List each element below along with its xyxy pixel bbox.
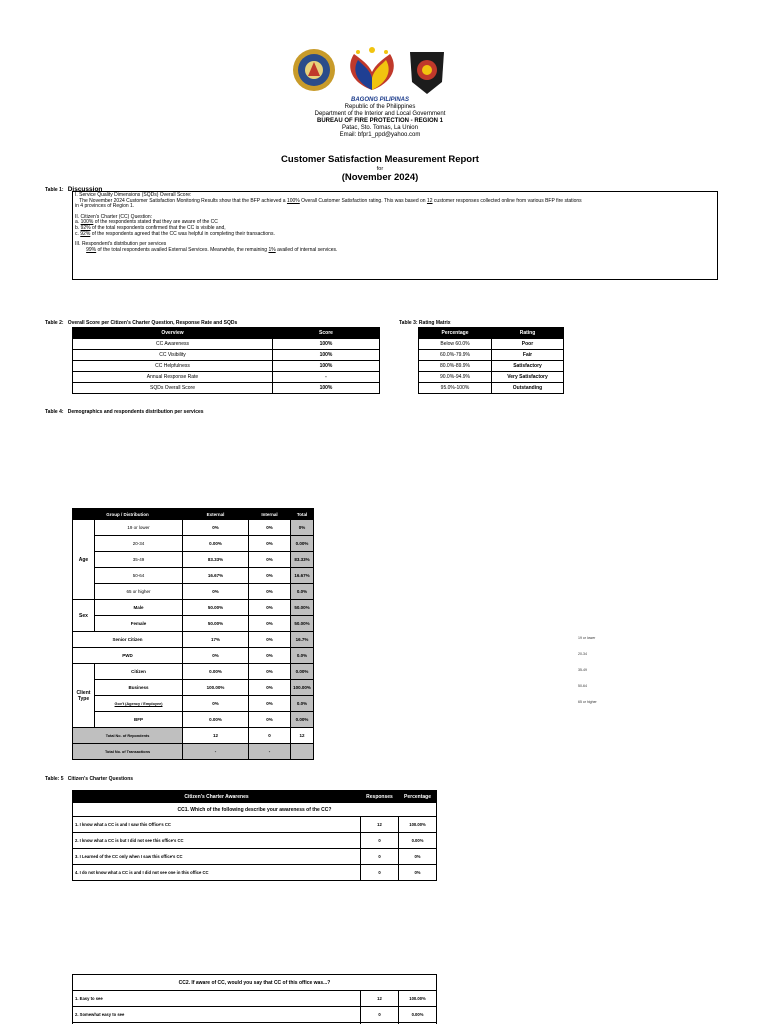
table-cell: Male bbox=[95, 600, 183, 616]
table-cell: 17% bbox=[183, 632, 249, 648]
table2-label: Table 2: Overall Score per Citizen's Charter Question, Response Rate and SQDs bbox=[45, 320, 238, 326]
table4-label: Table 4: Demographics and respondents distribution per services bbox=[45, 409, 204, 415]
column-header: Citizen's Charter Awarenes bbox=[73, 791, 361, 803]
table-cell: 12 bbox=[361, 817, 399, 833]
bfp-region-badge-logo bbox=[410, 52, 444, 94]
table-cell: CC Visibility bbox=[73, 350, 273, 361]
table-row bbox=[73, 817, 437, 833]
table-cell: Female bbox=[95, 616, 183, 632]
table-cell: 16.67% bbox=[291, 568, 314, 584]
report-for: for bbox=[376, 166, 384, 172]
table1-heading: Discussion bbox=[67, 186, 103, 193]
table-cell: 16.7% bbox=[291, 632, 314, 648]
table-cell: 0.0% bbox=[291, 648, 314, 664]
table-row bbox=[73, 536, 314, 552]
table-cell: 83.33% bbox=[183, 552, 249, 568]
table-row bbox=[73, 648, 314, 664]
table-cell: 0 bbox=[361, 1007, 399, 1023]
table-cell: 50.00% bbox=[183, 600, 249, 616]
table-header-row bbox=[73, 328, 380, 339]
table-cell: 0% bbox=[249, 536, 291, 552]
table-cell: 4. I do not know what a CC is and I did not see one in this office CC bbox=[73, 865, 361, 881]
agency-logos bbox=[292, 42, 452, 98]
discussion-line: c. 92% of the respondents agreed that the CC was helpful in completing their transactions. bbox=[75, 230, 275, 237]
table-cell: BFP bbox=[95, 712, 183, 728]
table-cell: 19 or lower bbox=[95, 520, 183, 536]
table-row bbox=[73, 712, 314, 728]
bagong-pilipinas-logo bbox=[350, 47, 394, 90]
table-cell: 0.00% bbox=[291, 664, 314, 680]
side-label: 35-49 bbox=[578, 668, 587, 672]
table-cell: 0% bbox=[249, 616, 291, 632]
table-cell: 0% bbox=[249, 584, 291, 600]
table-cell: 0% bbox=[183, 648, 249, 664]
table-cell: 0% bbox=[399, 849, 437, 865]
table-cell: 0% bbox=[183, 584, 249, 600]
table-cell: 0% bbox=[249, 568, 291, 584]
table-cell: 12 bbox=[291, 728, 314, 744]
report-title: Customer Satisfaction Measurement Report bbox=[281, 154, 479, 165]
table-cell: 12 bbox=[183, 728, 249, 744]
table-row bbox=[73, 361, 380, 372]
table-cell: 16.67% bbox=[183, 568, 249, 584]
table-cell: - bbox=[249, 744, 291, 760]
discussion-line: II. Citizen's Charter (CC) Question: bbox=[75, 213, 153, 220]
table-cell: 0% bbox=[183, 520, 249, 536]
table-cell: Business bbox=[95, 680, 183, 696]
table-cell: 50.00% bbox=[183, 616, 249, 632]
table-cell: Satisfactory bbox=[492, 361, 564, 372]
table-cell: - bbox=[183, 744, 249, 760]
table-cell bbox=[291, 744, 314, 760]
table-cell: 50.00% bbox=[291, 600, 314, 616]
sqd-score-value: 100% bbox=[286, 197, 300, 204]
table-cell: 100% bbox=[273, 383, 380, 394]
table-cell: SQDs Overall Score bbox=[73, 383, 273, 394]
table-cell: 60.0%-79.9% bbox=[419, 350, 492, 361]
table-cell: 2. I know what a CC is but I did not see this office's CC bbox=[73, 833, 361, 849]
table-cell: 0% bbox=[249, 632, 291, 648]
table-cell: Total No. of Repondents bbox=[73, 728, 183, 744]
table-row bbox=[73, 339, 380, 350]
table-header-row bbox=[73, 791, 437, 803]
table-cell: 100.00% bbox=[183, 680, 249, 696]
table-cell: 0.00% bbox=[183, 536, 249, 552]
table-row bbox=[73, 833, 437, 849]
table-cell: 0% bbox=[249, 696, 291, 712]
table-row bbox=[73, 372, 380, 383]
table-cell: 0.00% bbox=[399, 833, 437, 849]
discussion-line: b. 92% of the total respondents confirmed that the CC is visible and, bbox=[75, 224, 226, 231]
table-row bbox=[73, 520, 314, 536]
table-cell: 90.0%-94.9% bbox=[419, 372, 492, 383]
column-header: Internal bbox=[249, 509, 291, 520]
table-row bbox=[73, 744, 314, 760]
table-cell: 65 or higher bbox=[95, 584, 183, 600]
table-cell: 0.00% bbox=[291, 536, 314, 552]
table-cell: Below 60.0% bbox=[419, 339, 492, 350]
question-row bbox=[73, 803, 437, 817]
table-cell: Gov't (Agency / Employee) bbox=[95, 696, 183, 712]
table-cell: 12 bbox=[361, 991, 399, 1007]
table-cell: Citizen bbox=[95, 664, 183, 680]
table-cell: 0.00% bbox=[183, 712, 249, 728]
table-cell: Total No. of Transactions bbox=[73, 744, 183, 760]
bagong-pilipinas-text: BAGONG PILIPINAS bbox=[350, 97, 409, 103]
table-cell: 50-64 bbox=[95, 568, 183, 584]
rating-matrix-table bbox=[418, 327, 564, 394]
table-cell: 1. Easy to see bbox=[73, 991, 361, 1007]
agency-header bbox=[250, 97, 510, 139]
table-cell: 0.00% bbox=[399, 1007, 437, 1023]
column-header: Responses bbox=[361, 791, 399, 803]
side-label: 19 or lower bbox=[578, 636, 596, 640]
table-cell: 0 bbox=[249, 728, 291, 744]
table-row bbox=[73, 600, 314, 616]
column-header: External bbox=[183, 509, 249, 520]
table-cell: 0 bbox=[361, 833, 399, 849]
row-group-label: Sex bbox=[73, 600, 95, 632]
republic-text: Republic of the Philippines bbox=[344, 104, 416, 110]
column-header: Total bbox=[291, 509, 314, 520]
side-label: 20-34 bbox=[578, 652, 587, 656]
question-row bbox=[73, 975, 437, 991]
table-row bbox=[419, 339, 564, 350]
table-cell: 0 bbox=[361, 865, 399, 881]
table-row bbox=[73, 728, 314, 744]
table-row bbox=[73, 865, 437, 881]
discussion-line: The November 2024 Customer Satisfaction Monitoring Results show that the BFP achieved a 100% Overall Customer Satisfaction rating. This was based on 12 customer responses collected online from various BFP fire stations bbox=[79, 197, 582, 204]
bureau-text: BUREAU OF FIRE PROTECTION - REGION 1 bbox=[316, 118, 443, 124]
table-row bbox=[73, 383, 380, 394]
side-label: 50-64 bbox=[578, 684, 587, 688]
table-row bbox=[73, 568, 314, 584]
table-cell: 1. I know what a CC is and I saw this Office's CC bbox=[73, 817, 361, 833]
table-row bbox=[419, 361, 564, 372]
table-cell: 80.0%-89.9% bbox=[419, 361, 492, 372]
table-header-row bbox=[419, 328, 564, 339]
table-cell: 0% bbox=[249, 552, 291, 568]
discussion-line: I. Service Quality Dimensions (SQDs) Overall Score: bbox=[75, 192, 192, 198]
discussion-line: in 4 provinces of Region 1. bbox=[75, 203, 135, 210]
table-row bbox=[73, 350, 380, 361]
table-cell: 100% bbox=[273, 339, 380, 350]
table-cell: 0% bbox=[249, 600, 291, 616]
table-cell: 50.00% bbox=[291, 616, 314, 632]
table-row bbox=[73, 664, 314, 680]
table-cell: 100.00% bbox=[399, 817, 437, 833]
table-cell: 2. Somewhat easy to see bbox=[73, 1007, 361, 1023]
table-cell: 20-34 bbox=[95, 536, 183, 552]
table-cell: 0% bbox=[249, 712, 291, 728]
discussion-box bbox=[72, 191, 718, 280]
row-group-label: Age bbox=[73, 520, 95, 600]
table-cell: 100.00% bbox=[399, 991, 437, 1007]
column-header: Group / Distribution bbox=[73, 509, 183, 520]
table-cell: Senior Citizen bbox=[73, 632, 183, 648]
table-cell: Outstanding bbox=[492, 383, 564, 394]
table-cell: 0.00% bbox=[183, 664, 249, 680]
cc-visibility-table bbox=[72, 974, 437, 1024]
table-cell: CC Helpfulness bbox=[73, 361, 273, 372]
overall-score-table bbox=[72, 327, 380, 394]
table-row bbox=[73, 584, 314, 600]
table-row bbox=[73, 991, 437, 1007]
table-cell: 95.0%-100% bbox=[419, 383, 492, 394]
table-row bbox=[419, 383, 564, 394]
table-cell: 0% bbox=[249, 648, 291, 664]
side-label: 65 or higher bbox=[578, 700, 597, 704]
table-cell: 35-49 bbox=[95, 552, 183, 568]
report-period: (November 2024) bbox=[341, 172, 419, 183]
column-header: Overview bbox=[73, 328, 273, 339]
table-cell: 0% bbox=[249, 664, 291, 680]
table-row bbox=[73, 680, 314, 696]
response-count-value: 12 bbox=[426, 197, 433, 204]
table-cell: 83.33% bbox=[291, 552, 314, 568]
table-cell: - bbox=[273, 372, 380, 383]
table-cell: 0 bbox=[361, 849, 399, 865]
table-row bbox=[73, 849, 437, 865]
table-cell: CC Awareness bbox=[73, 339, 273, 350]
table-row bbox=[73, 616, 314, 632]
cc-awareness-table bbox=[72, 790, 437, 881]
table-row bbox=[73, 1007, 437, 1023]
column-header: Score bbox=[273, 328, 380, 339]
table-cell: Poor bbox=[492, 339, 564, 350]
table-cell: 0% bbox=[399, 865, 437, 881]
dilg-text: Department of the Interior and Local Government bbox=[314, 111, 446, 117]
table-row bbox=[73, 632, 314, 648]
question-cell: CC2. If aware of CC, would you say that CC of this office was...? bbox=[73, 975, 437, 991]
table-cell: Annual Response Rate bbox=[73, 372, 273, 383]
table-cell: PWD bbox=[73, 648, 183, 664]
table1-label: Table 1: Discussion bbox=[45, 186, 103, 193]
table-cell: Fair bbox=[492, 350, 564, 361]
email-text: Email: bfpr1_ppd@yahoo.com bbox=[339, 132, 421, 138]
table-cell: 0.0% bbox=[291, 696, 314, 712]
table-row bbox=[419, 350, 564, 361]
address-text: Patac, Sto. Tomas, La Union bbox=[342, 125, 418, 131]
table-cell: 0% bbox=[249, 680, 291, 696]
table-cell: 0.00% bbox=[291, 712, 314, 728]
column-header: Percentage bbox=[419, 328, 492, 339]
table-cell: 0% bbox=[183, 696, 249, 712]
demographics-table bbox=[72, 508, 314, 760]
column-header: Rating bbox=[492, 328, 564, 339]
table-cell: 0% bbox=[291, 520, 314, 536]
table-header-row bbox=[73, 509, 314, 520]
table5-label: Table: 5 Citizen's Charter Questions bbox=[45, 776, 134, 782]
row-group-label: Client Type bbox=[73, 664, 95, 728]
discussion-line: a. 100% of the respondents stated that they are aware of the CC bbox=[75, 219, 218, 226]
question-cell: CC1. Which of the following describe your awareness of the CC? bbox=[73, 803, 437, 817]
table-row bbox=[419, 372, 564, 383]
table-row bbox=[73, 696, 314, 712]
column-header: Percentage bbox=[399, 791, 437, 803]
table3-label: Table 3: Rating Matrix bbox=[399, 320, 451, 326]
table-cell: 3. I Learned of the CC only when I saw this office's CC bbox=[73, 849, 361, 865]
discussion-line: III. Respondent's distribution per services bbox=[75, 241, 167, 248]
table-cell: 0.0% bbox=[291, 584, 314, 600]
table-cell: 100% bbox=[273, 350, 380, 361]
table-row bbox=[73, 552, 314, 568]
table-cell: 100.00% bbox=[291, 680, 314, 696]
table-cell: Very Satisfactory bbox=[492, 372, 564, 383]
age-group-side-labels bbox=[578, 636, 618, 716]
table-cell: 100% bbox=[273, 361, 380, 372]
discussion-line: 99% of the total respondents availed External Services. Meanwhile, the remaining 1% availed of internal services. bbox=[86, 246, 338, 253]
table-cell: 0% bbox=[249, 520, 291, 536]
bfp-seal-logo bbox=[293, 49, 335, 91]
